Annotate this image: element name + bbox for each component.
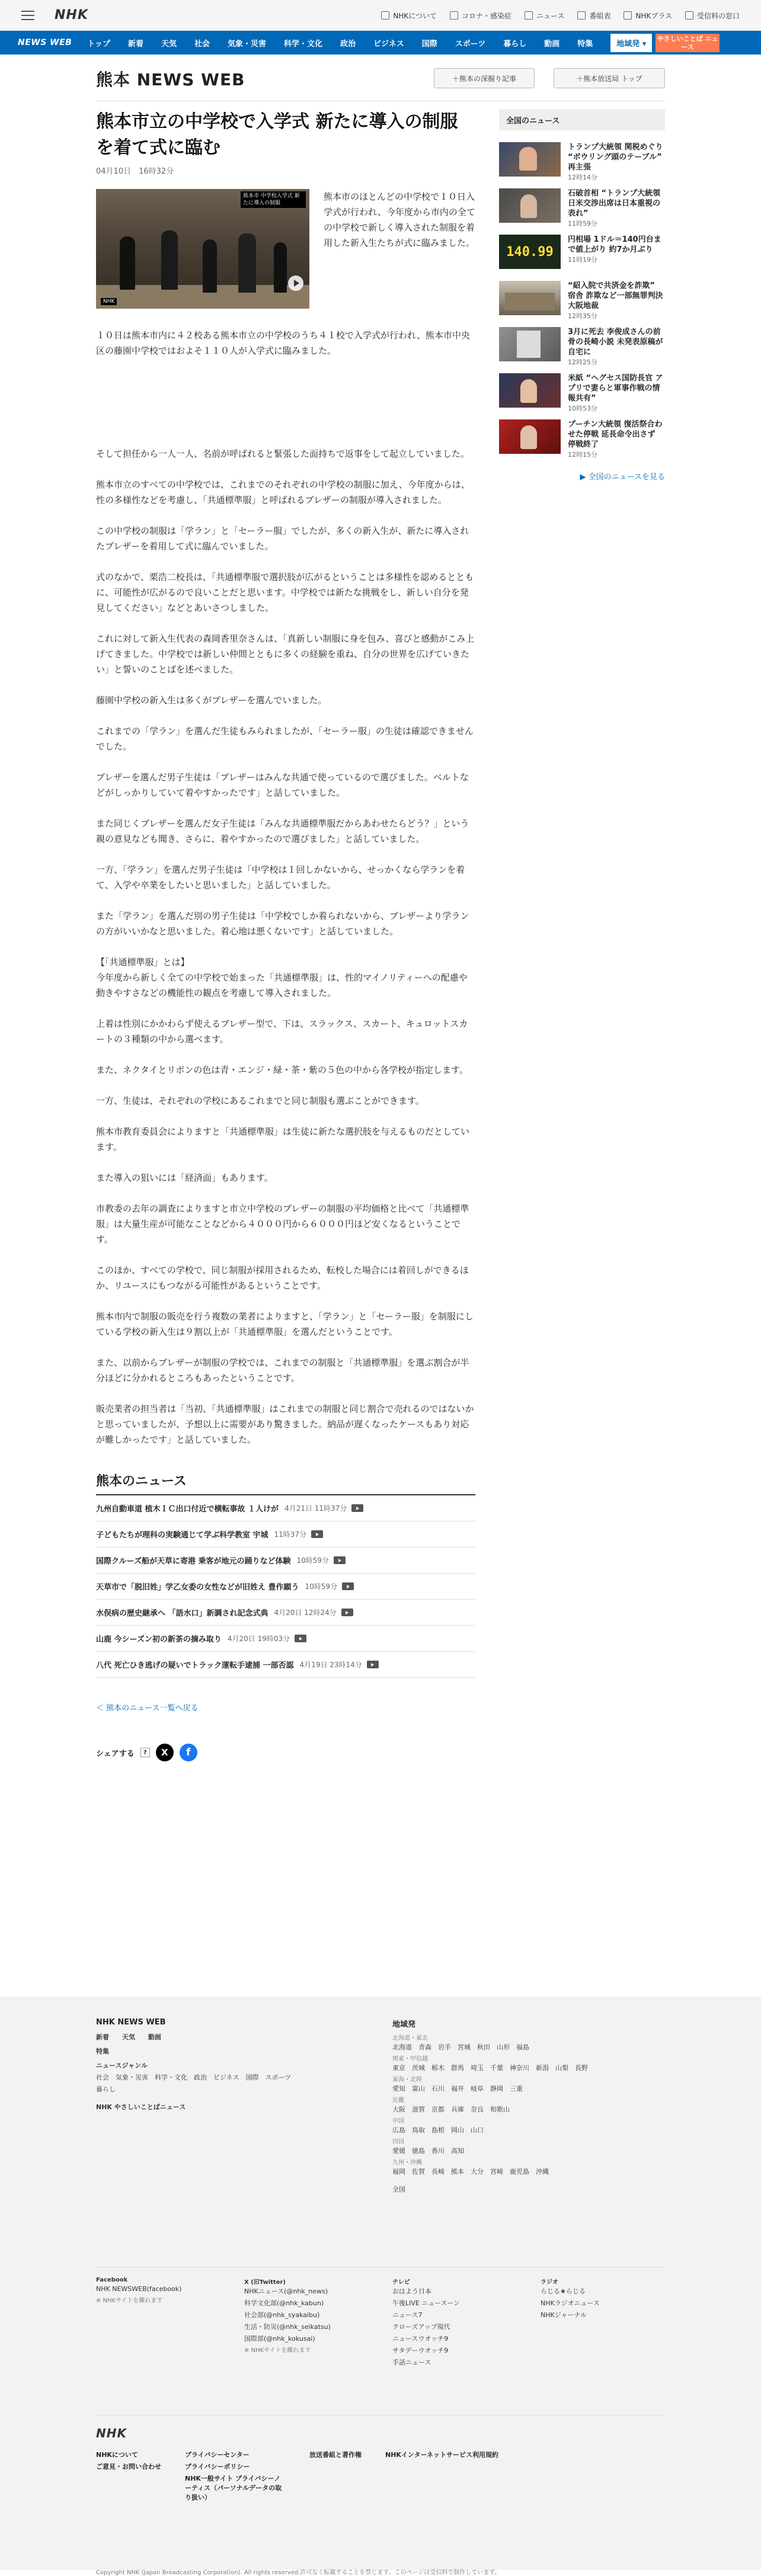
region-area: 東海・北陸 [392,2077,422,2083]
tv-link[interactable]: 午後LIVE ニュースーン [392,2299,461,2307]
local-news-list [96,1495,475,1678]
national-news-heading: 全国のニュース [499,109,665,130]
footer-link[interactable]: 天気 [122,2033,135,2041]
nav-brand[interactable]: NEWS WEB [18,38,72,47]
nav-item-sports[interactable]: スポーツ [455,39,486,49]
article-paragraph: また同じくブレザーを選んだ女子生徒は「みんな共通標準服だからあわせたらどう？」という親の意見なども聞き、さらに、着やすかったので選びました」と話していました。 [96,818,469,844]
radio-link[interactable]: NHKラジオニュース [541,2299,600,2307]
radio-link[interactable]: NHKジャーナル [541,2311,587,2319]
sidebar-news-text [568,373,665,412]
tv-link[interactable]: ニュース7 [392,2311,423,2319]
top-bar [0,0,761,31]
news-title[interactable]: 九州自動車道 植木ＩＣ出口付近で横転事故 １人けが [96,1505,279,1514]
building-shape [505,293,555,310]
article-lead [96,189,475,426]
region-list[interactable]: 広島 鳥取 島根 岡山 山口 [392,2126,484,2134]
sidebar [499,109,665,482]
nhk-icon [381,11,389,20]
footer-link[interactable]: NHKについて [96,2451,138,2459]
footer-link[interactable]: 放送番組と著作権 [309,2451,362,2459]
sidebar-news-item[interactable] [499,142,665,181]
top-link-plus[interactable] [623,11,672,21]
social-link[interactable]: 国際部(@nhk_kokusai) [244,2335,315,2343]
news-date: 4月20日 12時24分 [274,1609,337,1617]
copyright: Copyright NHK (Japan Broadcasting Corporation). All rights reserved.許可なく転載することを禁じます。このページは受信料で制作しています。 [96,2569,501,2576]
footer-bottom [96,2415,665,2576]
region-area: 北海道・東北 [392,2035,428,2042]
news-title[interactable]: 天草市で「脱旧姓」学乙女委の女性などが旧姓え 豊作願う [96,1583,299,1592]
news-date: 4月19日 23時14分 [299,1661,362,1669]
exchange-rate-display: 140.99 [506,244,554,259]
news-icon [525,11,533,20]
tv-link[interactable]: サタデーウオッチ9 [392,2347,449,2354]
person-shape [519,147,537,171]
footer-social [96,2267,665,2403]
article-paragraph: 一方、生徒は、それぞれの学校にあるこれまでと同じ制服も選ぶことができます。 [96,1095,424,1106]
footer-link[interactable]: プライバシーセンター [185,2451,250,2459]
list-item[interactable] [96,1495,475,1521]
news-thumbnail[interactable] [499,373,561,408]
video-icon [295,1635,306,1642]
nav-item-international[interactable]: 国際 [421,39,437,49]
news-date: 4月21日 11時37分 [284,1504,347,1513]
article-paragraph: このほか、すべての学校で、同じ制服が採用されるため、転校した場合には着回しができるほか、リユースにもつながる可能性があるということです。 [96,1265,469,1291]
sidebar-news-date: 11時19分 [568,256,597,264]
news-thumbnail[interactable] [499,235,561,269]
sidebar-news-text [568,419,665,459]
news-title[interactable]: 八代 死亡ひき逃げの疑いでトラック運転手逮捕 一部否認 [96,1661,294,1670]
footer-link[interactable]: 新着 [96,2033,109,2041]
person-shape [520,194,537,218]
footer-link[interactable]: ご意見・お問い合わせ [96,2463,161,2471]
nav-item-weather[interactable]: 天気 [161,39,177,49]
easy-news-button[interactable]: やさしいことば ニュース [656,34,720,52]
video-icon [351,1504,363,1512]
sidebar-news-date: 11時59分 [568,220,597,228]
sidebar-news-text [568,142,665,181]
tv-link[interactable]: クローズアップ現代 [392,2323,450,2331]
site-name[interactable]: 熊本 NEWS WEB [96,70,245,89]
video-icon [311,1530,323,1538]
footer-link[interactable]: プライバシーポリシー [185,2463,250,2471]
news-thumbnail[interactable] [499,419,561,454]
article-paragraph: この中学校の制服は「学ラン」と「セーラー服」でしたが、多くの新入生が、新たに導入されたブレザーを着用して式に臨んでいました。 [96,526,469,552]
tv-link[interactable]: おはよう日本 [392,2287,431,2295]
footer-link[interactable]: NHKインターネットサービス利用規約 [385,2451,498,2459]
sidebar-news-item[interactable] [499,188,665,228]
menu-icon[interactable] [21,11,34,20]
sidebar-news-title[interactable]: “紹入院で共済金を詐欺” 宿舎 詐欺など一部無罪判決 大阪地裁 [568,281,663,310]
region-area: 四国 [392,2139,404,2145]
footer-region-nav [392,2018,665,2196]
footer-easy-news[interactable]: NHK やさしいことばニュース [96,2103,186,2111]
video-icon [341,1609,353,1616]
receipt-icon [685,11,693,20]
video-icon [367,1661,379,1668]
article-paragraph: 熊本市内で制服の販売を行う複数の業者によりますと、「学ラン」と「セーラー服」を制服にしている学校の新入生は９割以上が「共通標準服」を選んだということです。 [96,1311,474,1337]
top-link-label: ニュース [536,11,565,20]
top-link-news[interactable] [525,11,564,21]
nav-item-science[interactable]: 科学・文化 [284,39,323,49]
sidebar-news-date: 12時35分 [568,312,597,320]
top-link-program[interactable] [577,11,610,21]
article-paragraph: ブレザーを選んだ男子生徒は「ブレザーはみんな共通で使っているので選びました。ベルトなどがしっかりしていて着やすかったです」と話していました。 [96,772,469,798]
footer-regions [392,2033,665,2196]
region-all-link[interactable]: 全国 [392,2186,405,2193]
list-item[interactable] [96,1600,475,1626]
nav-item-video[interactable]: 動画 [544,39,560,49]
nav-item-region[interactable]: 地域発 ▾ [610,34,652,52]
top-link-fee[interactable] [685,11,740,21]
region-list[interactable]: 愛知 富山 石川 福井 岐阜 静岡 三重 [392,2085,523,2093]
person-shape [520,425,537,449]
local-news-heading: 熊本のニュース [96,1471,475,1495]
sidebar-news-title[interactable]: 3月に死去 李俊成さんの前骨の長崎小説 未発表原稿が自宅に [568,328,663,357]
nav-item-life[interactable]: 暮らし [503,39,527,49]
x-share-icon[interactable]: X [156,1744,174,1761]
footer-link-group [385,2450,498,2502]
list-item[interactable] [96,1574,475,1600]
page-header [96,56,665,101]
social-head: テレビ [392,2279,410,2286]
help-icon[interactable]: ? [140,1748,150,1757]
sidebar-news-title[interactable]: プーチン大統領 復活祭合わせた停戦 延長命令出さず 停戦終了 [568,420,663,449]
news-date: 10時59分 [296,1556,330,1565]
tv-link[interactable]: 手話ニュース [392,2359,431,2366]
top-link-label: 受信料の窓口 [696,11,740,20]
footer-brand[interactable]: NHK NEWS WEB [96,2018,166,2027]
footer-link-group [185,2450,286,2502]
photo-figure [203,239,217,293]
article-para-1: １０日は熊本市内に４２校ある熊本市立の中学校のうち４１校で入学式が行われ、熊本市中央区の藤園中学校ではおよそ１１０人が入学式に臨みました。 [96,330,470,356]
sidebar-news-title[interactable]: 石破首相 “トランプ大統領 日米交渉出席は日本重視の表れ” [568,189,661,218]
article-paragraph: これまでの「学ラン」を選んだ生徒もみられましたが、「セーラー服」の生徒は確認できませんでした。 [96,726,474,752]
nav-item-region-label: 地域発 [616,39,640,49]
footer-link-group [96,2450,161,2502]
article-title: 熊本市立の中学校で入学式 新たに導入の制服を着て式に臨む [96,111,458,158]
list-item[interactable] [96,1547,475,1574]
region-area: 関東・甲信越 [392,2056,428,2062]
sidebar-news-date: 12時25分 [568,358,597,366]
article-paragraph: また、以前からブレザーが制服の学校では、これまでの制服と「共通標準服」を選ぶ割合が半分ほどに分かれるところもあったということです。 [96,1357,469,1383]
back-to-local-news-link[interactable]: ＜ 熊本のニュース一覧へ戻る [96,1704,199,1713]
footer-row1 [96,2032,357,2043]
footer-link[interactable]: 動画 [148,2033,161,2041]
social-head: Facebook [96,2277,128,2283]
article-paragraph: 藤園中学校の新入生は多くがブレザーを選んでいました。 [96,695,327,706]
sidebar-news-item[interactable] [499,281,665,320]
news-date: 10時59分 [305,1582,338,1591]
kumamoto-feature-button[interactable]: ＋熊本の深掘り記事 [434,68,535,88]
sidebar-news-text [568,327,665,366]
article-paragraph: また導入の狙いには「経済面」もあります。 [96,1172,273,1183]
tv-icon [577,11,586,20]
sidebar-news-title[interactable]: 円相場 1ドル＝140円台まで値上がり 約7か月ぶり [568,235,661,254]
sidebar-news-text [568,281,665,320]
news-title[interactable]: 国際クルーズ船が天草に寄港 乗客が地元の踊りなど体験 [96,1557,291,1566]
footer-genres[interactable]: 社会 気象・災害 科学・文化 政治 ビジネス 国際 スポーツ [96,2074,292,2081]
nav-item-top[interactable]: トップ [87,39,110,49]
national-news-more-link[interactable]: ▶ 全国のニュースを見る [580,473,665,482]
facebook-share-icon[interactable]: f [180,1744,197,1761]
top-link-label: NHKプラス [635,11,672,20]
region-list[interactable]: 愛媛 徳島 香川 高知 [392,2147,464,2155]
sidebar-news-item[interactable] [499,327,665,366]
news-date: 11時37分 [274,1530,307,1539]
play-icon[interactable] [288,275,303,291]
nav-item-new[interactable]: 新着 [127,39,143,49]
nav-item-feature[interactable]: 特集 [577,39,593,49]
article-lead-text: 熊本市のほとんどの中学校で１０日入学式が行われ、今年度から市内の全ての中学校で新しく導入された制服を着用した新入生たちが式に臨みました。 [324,191,475,248]
nav-item-society[interactable]: 社会 [194,39,210,49]
news-title[interactable]: 水俣病の歴史継承へ 「語水口」新調され記念式典 [96,1609,268,1618]
virus-icon [450,11,458,20]
news-title[interactable]: 子どもたちが理科の実験通じて学ぶ科学教室 宇城 [96,1531,268,1540]
article-paragraph: 販売業者の担当者は「当初、「共通標準服」はこれまでの制服と同じ割合で売れるのではないかと思っていましたが、予想以上に需要があり驚きました。納品が遅くなったケースもあり対応が難しかったです」と話していました。 [96,1404,474,1445]
footer-tv [392,2277,529,2369]
region-area: 近畿 [392,2097,404,2104]
nav-item-business[interactable]: ビジネス [373,39,404,49]
top-link-corona[interactable] [450,11,511,21]
sidebar-news-date: 12時15分 [568,451,597,459]
social-link[interactable]: 生活・防災(@nhk_seikatsu) [244,2323,331,2331]
photo-caption: 熊本市 中学校入学式 新たに導入の制服 [241,191,306,208]
radio-link[interactable]: らじる★らじる [541,2287,586,2295]
article-paragraph: 熊本市教育委員会によりますと「共通標準服」は生徒に新たな選択肢を与えるものだとしています。 [96,1126,470,1152]
list-item[interactable] [96,1652,475,1678]
news-thumbnail[interactable] [499,327,561,361]
article-date: 04月10日 16時32分 [96,167,174,176]
top-link-label: NHKについて [393,11,437,20]
region-list[interactable]: 福岡 佐賀 長崎 熊本 大分 宮崎 鹿児島 沖縄 [392,2168,549,2175]
video-icon [334,1556,346,1564]
social-head: X (旧Twitter) [244,2279,286,2286]
sidebar-news-item[interactable] [499,419,665,459]
tv-link[interactable]: ニュースウオッチ9 [392,2335,449,2343]
region-list[interactable]: 東京 茨城 栃木 群馬 埼玉 千葉 神奈川 新潟 山梨 長野 [392,2064,588,2072]
footer-radio [541,2277,665,2321]
footer-link-group [309,2450,362,2502]
news-title[interactable]: 山鹿 今シーズン初の新茶の摘み取り [96,1635,222,1644]
photo-figure [274,242,287,293]
footer-genre-2[interactable]: 暮らし [96,2085,116,2093]
region-area: 九州・沖縄 [392,2160,422,2166]
region-list[interactable]: 北海道 青森 岩手 宮城 秋田 山形 福島 [392,2043,529,2051]
footer-links [96,2450,665,2502]
sidebar-news-title[interactable]: 米紙 “ヘグセス国防長官 アプリで妻らと軍事作戦の情報共有” [568,374,663,403]
social-link[interactable]: NHKニュース(@nhk_news) [244,2287,328,2295]
nav-item-disaster[interactable]: 気象・災害 [228,39,267,49]
news-thumbnail[interactable] [499,188,561,223]
article-paragraph: 上着は性別にかかわらず使えるブレザー型で、下は、スラックス、スカート、キュロットスカートの３種類の中から選べます。 [96,1018,468,1045]
top-link-about[interactable] [381,11,437,21]
footer-link[interactable]: NHK一般サイト プライバシーノーティス（パーソナルデータの取り扱い） [185,2475,282,2501]
nhk-logo[interactable]: NHK [55,8,88,23]
article-paragraph: これに対して新入生代表の森岡香里奈さんは、「真新しい制服に身を包み、喜びと感動がこみ上げてきました。中学校では新しい仲間とともに多くの経験を重ね、自分の世界を広げていきたい」と誓いのことばを述べました。 [96,633,475,675]
main-nav [0,31,761,55]
kumamoto-station-button[interactable]: ＋熊本放送局 トップ [554,68,665,88]
social-link[interactable]: NHK NEWSWEB(facebook) [96,2285,182,2293]
footer-genre-title: ニュースジャンル [96,2062,148,2069]
play-icon [623,11,632,20]
article-paragraph: 【「共通標準服」とは】 今年度から新しく全ての中学校で始まった「共通標準服」は、性的マイノリティーへの配慮や動きやすさなどの機能性の観点を考慮して導入されました。 [96,957,468,998]
footer-nhk-logo[interactable]: NHK [96,2426,127,2440]
article-body [96,446,475,1447]
news-thumbnail[interactable] [499,281,561,315]
region-area: 中国 [392,2118,404,2125]
footer [0,1997,761,2576]
share-bar [96,1744,475,1761]
social-head: ラジオ [541,2279,558,2286]
footer-region-title: 地域発 [392,2020,416,2029]
sidebar-news-item[interactable] [499,373,665,412]
region-list[interactable]: 大阪 滋賀 京都 兵庫 奈良 和歌山 [392,2106,510,2113]
photo-logo: NHK [101,298,117,305]
article-paragraph: 一方、「学ラン」を選んだ男子生徒は「中学校は１回しかないから、せっかくなら学ランを着て、入学や卒業をしたいと思いました」と話していました。 [96,864,465,890]
news-thumbnail[interactable] [499,142,561,177]
article-paragraph: また、ネクタイとリボンの色は青・エンジ・緑・茶・紫の５色の中から各学校が指定します。 [96,1065,468,1075]
footer-special[interactable]: 特集 [96,2048,109,2055]
photo-figure [120,236,135,290]
footer-facebook [96,2277,232,2304]
sidebar-news-date: 12時14分 [568,174,597,181]
nav-item-politics[interactable]: 政治 [340,39,356,49]
sidebar-news-text [568,235,665,269]
article-paragraph: そして担任から一人一人、名前が呼ばれると緊張した面持ちで返事をして起立していました。 [96,448,469,459]
photo-figure [161,230,178,290]
video-icon [342,1582,354,1590]
document-shape [517,331,541,358]
share-label: シェアする [96,1749,135,1758]
footer-x [244,2277,380,2354]
article-paragraph: 熊本市立のすべての中学校では、これまでのそれぞれの中学校の制服に加え、今年度からは、性の多様性などを考慮し、「共通標準服」と呼ばれるブレザーの制服が導入されました。 [96,479,470,505]
footer-news-nav [96,2018,357,2113]
list-item[interactable] [96,1626,475,1652]
social-link[interactable]: 科学文化部(@nhk_kabun) [244,2299,324,2307]
article-paragraph: 式のなかで、栗浩二校長は、「共通標準服で選択肢が広がるということは多様性を認めるとともに、可能性が広がるので良いことだと思います。中学校では新たな挑戦をし、新しい自分を発見してください」などとあいさつしました。 [96,572,474,613]
article-paragraph: また「学ラン」を選んだ別の男子生徒は「中学校でしか着られないから、ブレザーより学ランの方がいいかなと思いました。着心地は悪くないです」と話していました。 [96,911,469,937]
top-links [381,0,740,31]
sidebar-news-date: 10時53分 [568,405,597,412]
article [96,109,475,1761]
photo-figure [238,233,256,293]
social-note: ※ NHKサイトを離れます [96,2298,163,2304]
article-video[interactable] [96,189,309,309]
top-link-label: 番組表 [589,11,611,20]
sidebar-news-item[interactable] [499,235,665,269]
news-date: 4月20日 19時03分 [227,1635,290,1643]
person-shape [520,379,537,403]
sidebar-news-text [568,188,665,228]
list-item[interactable] [96,1521,475,1547]
social-note: ※ NHKサイトを離れます [244,2347,311,2354]
article-paragraph: 市教委の去年の調査によりますと市立中学校のブレザーの制服の平均価格と比べて「共通標準服」は大量生産が可能なことなどから４０００円から６０００円ほど安くなるということです。 [96,1203,469,1245]
social-link[interactable]: 社会部(@nhk_syakaibu) [244,2311,320,2319]
top-link-label: コロナ・感染症 [462,11,512,20]
sidebar-news-title[interactable]: トランプ大統領 関税めぐり “ボウリング頭のテーブル” 再主張 [568,143,663,172]
